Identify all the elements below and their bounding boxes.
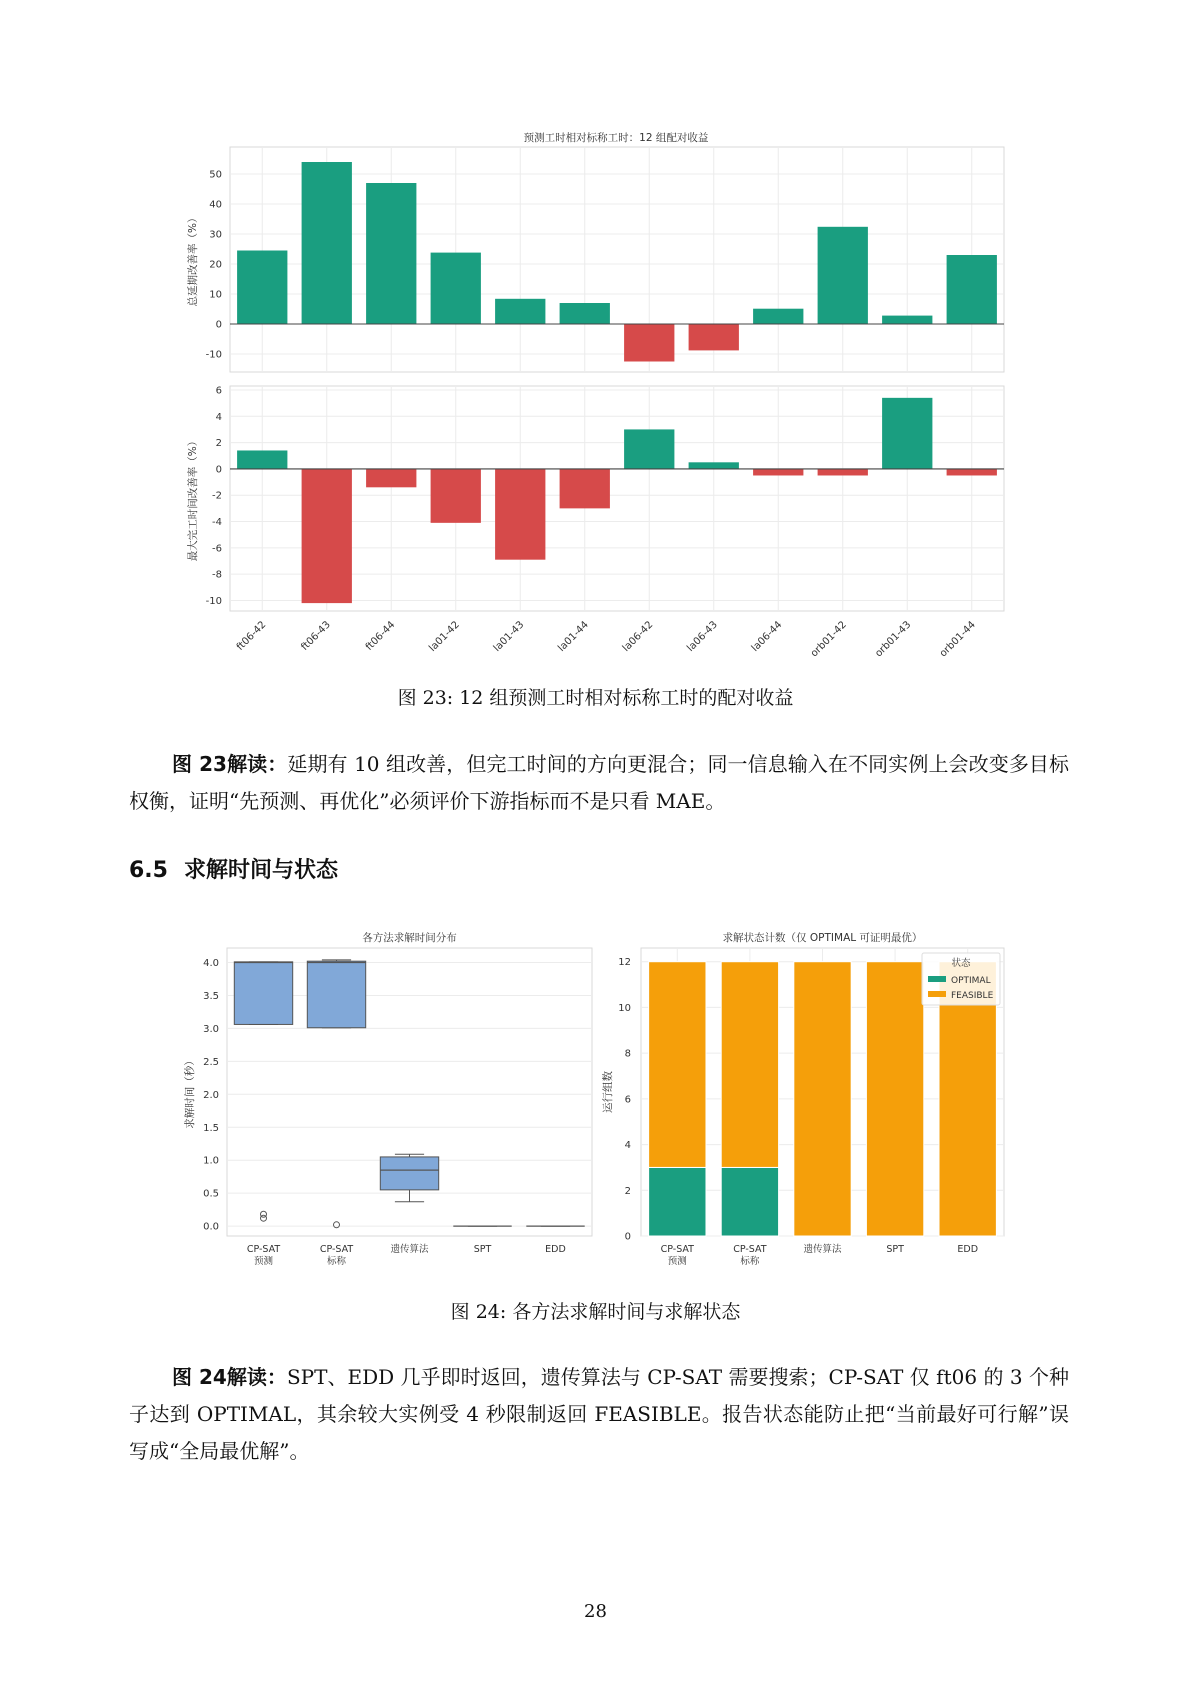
bar-orb01-44	[947, 255, 997, 324]
bar-feasible-3	[866, 962, 923, 1236]
page-number: 28	[584, 1601, 607, 1622]
x-tick-label: CP-SAT	[246, 1244, 281, 1255]
section-title: 求解时间与状态	[183, 858, 338, 883]
y-tick-label: 12	[618, 957, 631, 969]
y-axis-label: 最大完工时间改善率（%）	[187, 435, 199, 562]
bar-la06-43	[689, 462, 739, 469]
y-tick-label: 3.0	[203, 1023, 219, 1035]
x-tick-label: CP-SAT	[733, 1244, 767, 1255]
bar-la06-42	[624, 324, 674, 362]
y-tick-label: 2	[215, 438, 222, 450]
figure-24-chart	[0, 915, 1191, 1285]
paragraph-figure-24-interpretation	[129, 1359, 1069, 1470]
x-tick-label: la01-44	[556, 619, 591, 654]
y-tick-label: 0	[215, 319, 222, 331]
legend-title: 状态	[951, 958, 971, 969]
figure-24-box-plot	[183, 931, 592, 1267]
y-tick-label: 0	[624, 1231, 631, 1243]
y-tick-label: 6	[624, 1094, 631, 1106]
paragraph-text: SPT、EDD 几乎即时返回，遗传算法与 CP-SAT 需要搜索；CP-SAT 仅 ft06 的 3 个种子达到 OPTIMAL，其余较大实例受 4 秒限制返回 FEASIBLE。报告状态能防止把“当前最好可行解”误写成“全局最优解”。	[129, 1365, 1069, 1463]
legend-swatch-optimal	[928, 976, 946, 982]
figure-23-bottom-panel	[186, 385, 1004, 659]
y-tick-label: 4	[624, 1140, 631, 1152]
y-tick-label: 50	[209, 169, 222, 181]
y-tick-label: 1.0	[203, 1155, 219, 1167]
y-tick-label: 2.5	[203, 1056, 219, 1068]
x-tick-label: 标称	[740, 1256, 760, 1267]
bar-la01-43	[495, 469, 545, 560]
x-tick-label: 预测	[253, 1256, 274, 1267]
y-tick-label: -10	[205, 595, 222, 607]
bar-la06-44	[753, 469, 803, 476]
x-tick-label: ft06-42	[234, 619, 269, 653]
y-tick-label: 0.0	[203, 1221, 219, 1233]
y-axis-label: 总延期改善率（%）	[187, 212, 199, 307]
y-tick-label: 8	[624, 1048, 631, 1060]
y-tick-label: 4.0	[203, 957, 219, 969]
y-tick-label: 2.0	[203, 1089, 219, 1101]
x-tick-label: orb01-44	[937, 619, 978, 660]
paragraph-lead: 图 23解读：	[172, 752, 288, 776]
paragraph-text: 延期有 10 组改善，但完工时间的方向更混合；同一信息输入在不同实例上会改变多目标权衡，证明“先预测、再优化”必须评价下游指标而不是只看 MAE。	[129, 752, 1070, 813]
box-2	[380, 1157, 438, 1190]
bar-orb01-43	[882, 316, 932, 324]
x-tick-label: ft06-44	[363, 619, 398, 653]
bar-la06-43	[689, 324, 739, 350]
figure-23-title: 预测工时相对标称工时：12 组配对收益	[523, 132, 709, 144]
x-tick-label: la06-43	[685, 619, 720, 654]
x-tick-label: SPT	[473, 1244, 492, 1255]
bar-optimal-1	[721, 1167, 778, 1236]
bar-ft06-44	[366, 469, 416, 487]
y-tick-label: 20	[209, 259, 222, 271]
legend-label-feasible: FEASIBLE	[951, 991, 994, 1001]
y-tick-label: -10	[205, 349, 222, 361]
bar-la01-42	[431, 469, 481, 523]
bar-orb01-43	[882, 398, 932, 469]
x-tick-label: orb01-43	[873, 619, 914, 660]
y-tick-label: 4	[215, 411, 222, 423]
y-tick-label: -2	[212, 490, 222, 502]
y-tick-label: 3.5	[203, 990, 219, 1002]
bar-feasible-1	[721, 962, 778, 1168]
x-tick-label: CP-SAT	[319, 1244, 354, 1255]
bar-ft06-42	[237, 450, 287, 468]
y-axis-label: 运行组数	[602, 1071, 614, 1113]
x-tick-label: 标称	[326, 1256, 347, 1267]
x-tick-label: la06-42	[620, 619, 656, 654]
bar-feasible-2	[794, 962, 851, 1236]
y-tick-label: 2	[624, 1185, 631, 1197]
x-tick-label: EDD	[545, 1244, 566, 1255]
y-tick-label: 40	[209, 199, 222, 211]
y-tick-label: 0	[215, 464, 222, 476]
y-tick-label: 30	[209, 229, 222, 241]
bar-orb01-42	[818, 469, 868, 476]
box-0	[234, 962, 292, 1025]
bar-la06-42	[624, 429, 674, 468]
y-tick-label: -4	[212, 517, 222, 529]
bar-orb01-44	[947, 469, 997, 476]
x-tick-label: la01-43	[491, 619, 527, 654]
paragraph-lead: 图 24解读：	[172, 1365, 287, 1389]
bar-optimal-0	[649, 1167, 706, 1236]
chart-title: 求解状态计数（仅 OPTIMAL 可证明最优）	[722, 932, 923, 944]
bar-ft06-44	[366, 183, 416, 324]
bar-la06-44	[753, 309, 803, 324]
y-tick-label: 0.5	[203, 1188, 219, 1200]
figure-24-caption: 图 24: 各方法求解时间与求解状态	[450, 1301, 741, 1323]
figure-23-top-panel	[186, 147, 1004, 372]
bar-ft06-42	[237, 251, 287, 325]
legend-label-optimal: OPTIMAL	[951, 976, 991, 986]
figure-23-chart	[0, 0, 1191, 680]
x-tick-label: la01-42	[427, 619, 462, 654]
x-tick-label: SPT	[886, 1244, 904, 1255]
y-tick-label: 10	[618, 1002, 631, 1014]
section-number: 6.5	[129, 858, 168, 883]
legend-swatch-feasible	[928, 991, 946, 997]
paragraph-figure-23-interpretation	[129, 746, 1069, 820]
x-tick-label: 预测	[667, 1256, 687, 1267]
bar-la01-44	[560, 303, 610, 324]
bar-orb01-42	[818, 227, 868, 324]
bar-la01-42	[431, 253, 481, 324]
figure-23-caption: 图 23: 12 组预测工时相对标称工时的配对收益	[397, 687, 794, 709]
x-tick-label: 遗传算法	[390, 1244, 429, 1255]
box-1	[307, 961, 365, 1028]
x-tick-label: ft06-43	[299, 619, 333, 653]
x-tick-label: EDD	[957, 1244, 979, 1255]
bar-la01-43	[495, 299, 545, 324]
y-tick-label: 6	[215, 385, 222, 397]
legend	[922, 953, 1000, 1005]
section-heading	[129, 853, 338, 884]
chart-title: 各方法求解时间分布	[362, 932, 457, 944]
x-tick-label: 遗传算法	[803, 1244, 842, 1255]
y-tick-label: 10	[209, 289, 222, 301]
y-tick-label: -8	[212, 569, 222, 581]
bar-la01-44	[560, 469, 610, 508]
x-tick-label: orb01-42	[808, 619, 849, 660]
bar-feasible-0	[649, 962, 706, 1168]
bar-ft06-43	[302, 469, 352, 603]
figure-24-status-bars	[601, 931, 1004, 1267]
y-axis-label: 求解时间（秒）	[184, 1055, 196, 1129]
x-tick-label: la06-44	[749, 619, 785, 654]
y-tick-label: 1.5	[203, 1122, 219, 1134]
bar-ft06-43	[302, 162, 352, 324]
y-tick-label: -6	[212, 543, 222, 555]
x-tick-label: CP-SAT	[660, 1244, 694, 1255]
